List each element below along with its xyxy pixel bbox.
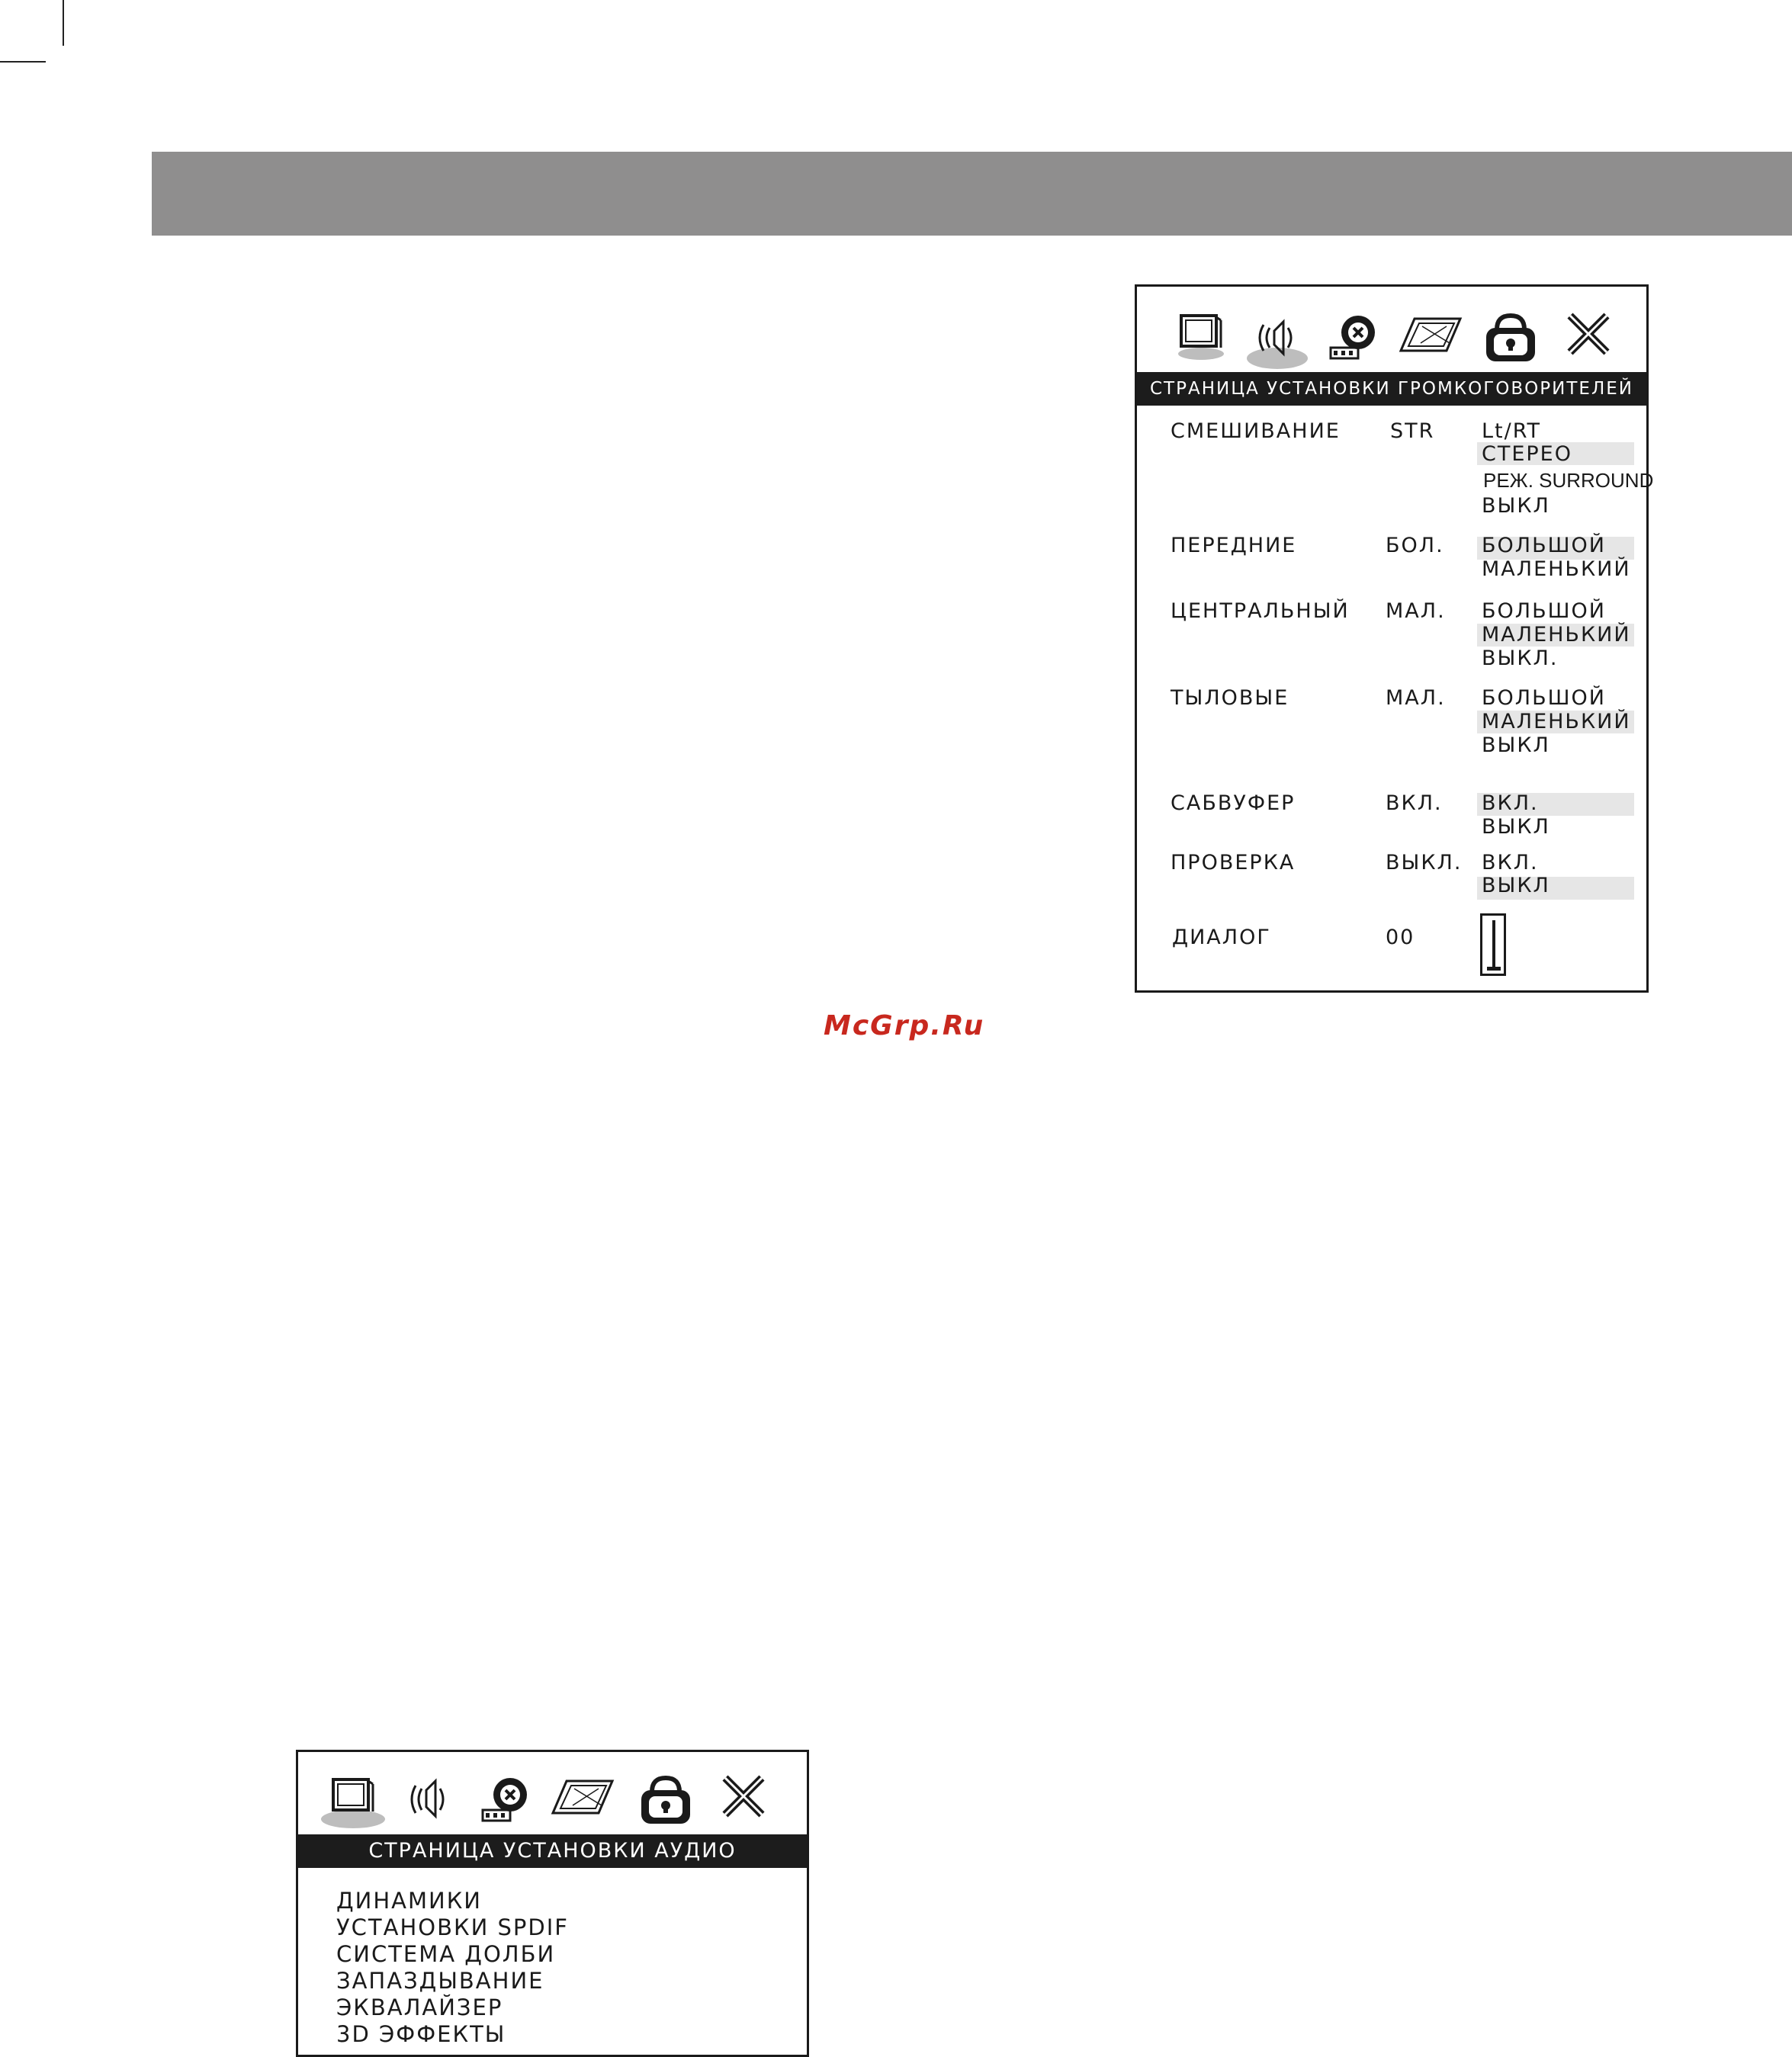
dialog-level-base	[1487, 967, 1501, 971]
test-label: ПРОВЕРКА	[1171, 851, 1296, 874]
downmix-label: СМЕШИВАНИЕ	[1171, 419, 1341, 443]
picture-frame-icon[interactable]	[1396, 305, 1465, 374]
subwoofer-option-off[interactable]: ВЫКЛ	[1482, 815, 1550, 839]
speaker-setup-title: СТРАНИЦА УСТАНОВКИ ГРОМКОГОВОРИТЕЛЕЙ	[1137, 372, 1646, 406]
speaker-setup-panel	[1135, 284, 1654, 993]
downmix-value: STR	[1390, 419, 1435, 443]
audio-setup-panel	[296, 1750, 809, 2057]
dialog-level-slider[interactable]	[1480, 913, 1506, 976]
lock-icon[interactable]	[1472, 305, 1541, 374]
rear-option-off[interactable]: ВЫКЛ	[1482, 733, 1550, 757]
tv-icon[interactable]	[1167, 305, 1236, 374]
dialog-value: 00	[1386, 926, 1415, 949]
audio-setup-menu	[336, 1888, 569, 2048]
crop-mark-vertical	[63, 0, 64, 46]
crop-mark-horizontal	[0, 61, 46, 63]
rear-option-large[interactable]: БОЛЬШОЙ	[1482, 686, 1606, 710]
front-option-small[interactable]: МАЛЕНЬКИЙ	[1482, 557, 1631, 581]
rear-option-small[interactable]: МАЛЕНЬКИЙ	[1482, 710, 1631, 733]
center-option-large[interactable]: БОЛЬШОЙ	[1482, 599, 1606, 623]
menu-item-dolby[interactable]: СИСТЕМА ДОЛБИ	[336, 1941, 556, 1967]
speaker-icon[interactable]	[396, 1769, 464, 1837]
rear-label: ТЫЛОВЫЕ	[1171, 686, 1289, 710]
test-option-off[interactable]: ВЫКЛ	[1482, 874, 1550, 897]
subwoofer-option-on[interactable]: ВКЛ.	[1482, 791, 1539, 815]
downmix-option-stereo[interactable]: СТЕРЕО	[1482, 442, 1572, 466]
test-option-on[interactable]: ВКЛ.	[1482, 851, 1539, 874]
menu-item-equalizer[interactable]: ЭКВАЛАЙЗЕР	[336, 1994, 503, 2020]
header-band	[152, 152, 1792, 236]
test-value: ВЫКЛ.	[1386, 851, 1463, 874]
subwoofer-value: ВКЛ.	[1386, 791, 1443, 815]
dialog-level-indicator	[1492, 920, 1495, 968]
front-label: ПЕРЕДНИЕ	[1171, 534, 1297, 557]
tv-icon[interactable]	[320, 1769, 388, 1837]
menu-item-spdif[interactable]: УСТАНОВКИ SPDIF	[336, 1914, 569, 1940]
rear-value: МАЛ.	[1386, 686, 1446, 710]
downmix-option-surround[interactable]: РЕЖ. SURROUND	[1483, 469, 1654, 492]
menu-icon-row	[1137, 305, 1646, 381]
downmix-option-off[interactable]: ВЫКЛ	[1482, 494, 1550, 518]
menu-item-speakers[interactable]: ДИНАМИКИ	[336, 1888, 482, 1914]
film-reel-icon[interactable]	[472, 1769, 541, 1837]
subwoofer-label: САБВУФЕР	[1171, 791, 1296, 815]
picture-frame-icon[interactable]	[548, 1769, 617, 1837]
front-option-large[interactable]: БОЛЬШОЙ	[1482, 534, 1606, 557]
menu-item-delay[interactable]: ЗАПАЗДЫВАНИЕ	[336, 1968, 544, 1994]
dialog-label: ДИАЛОГ	[1172, 926, 1271, 949]
lock-icon[interactable]	[628, 1769, 696, 1837]
speaker-icon[interactable]	[1244, 305, 1312, 374]
center-value: МАЛ.	[1386, 599, 1446, 623]
center-label: ЦЕНТРАЛЬНЫЙ	[1171, 599, 1350, 623]
front-value: БОЛ.	[1386, 534, 1444, 557]
menu-icon-row	[298, 1769, 807, 1845]
downmix-option-ltrt[interactable]: Lt/RT	[1482, 419, 1542, 443]
center-option-small[interactable]: МАЛЕНЬКИЙ	[1482, 623, 1631, 647]
watermark: McGrp.Ru	[824, 1010, 985, 1041]
menu-item-3d-effects[interactable]: 3D ЭФФЕКТЫ	[336, 2021, 506, 2047]
center-option-off[interactable]: ВЫКЛ.	[1482, 647, 1559, 670]
film-reel-icon[interactable]	[1320, 305, 1389, 374]
close-icon[interactable]	[704, 1769, 772, 1837]
close-icon[interactable]	[1549, 305, 1617, 374]
audio-setup-title: СТРАНИЦА УСТАНОВКИ АУДИО	[298, 1834, 807, 1868]
